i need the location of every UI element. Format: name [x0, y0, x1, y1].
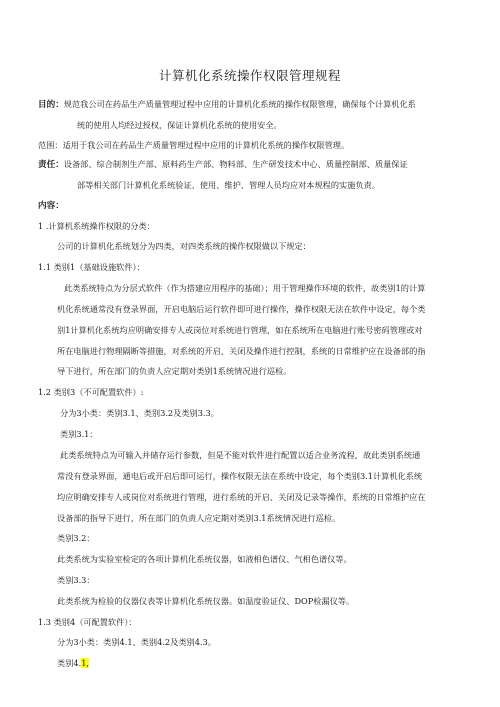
responsibility-label: 责任： — [38, 160, 64, 170]
content-line: 设备部的指导下进行，所在部门的负责人应定期对类别3.1系统情况进行巡检。 — [57, 513, 341, 523]
highlighted-text: 1, — [81, 658, 89, 668]
content-line: 所在电脑进行物理隔断等措施，对系统的开启、关闭及操作进行控制，系统的日常维护应在设备部的指 — [57, 346, 426, 356]
purpose-label: 目的： — [38, 100, 64, 110]
content-line: 别1计算机化系统均应明确安排专人或岗位对系统进行管理，如在系统所在电脑进行账号密码管理或对 — [57, 325, 423, 335]
content-line: 1.3 类别4（可配置软件）： — [38, 617, 137, 627]
content-line: 机化系统通常没有登录界面，开启电脑后运行软件即可进行操作，操作权限无法在软件中设定，每个类 — [57, 304, 426, 314]
content-line: 分为3小类：类别4.1、类别4.2及类别4.3。 — [57, 637, 216, 647]
content-line: 分为3小类：类别3.1、类别3.2及类别3.3。 — [60, 408, 219, 418]
content-line: 1.2 类别3（不可配置软件）: — [38, 387, 144, 397]
content-line: 此类系统为实验室检定的各项计算机化系统仪器，如液相色谱仪、气相色谱仪等。 — [57, 554, 352, 564]
responsibility-text-1: 设备部、综合制剂生产部、原料药生产部、物料部、生产研发技术中心、质量控制部、质量保证 — [63, 159, 408, 169]
content-label: 内容： — [38, 201, 64, 211]
purpose-line-2: 统的使用人均经过授权，保证计算机化系统的使用安全。 — [77, 120, 282, 130]
content-line: 此类系统特点为分层式软件（作为搭建应用程序的基础）；用于管理操作环境的软件，故类别1的计算 — [64, 283, 426, 293]
content-line: 类别3.3： — [57, 575, 95, 585]
last-content-line — [57, 658, 89, 669]
scope-line: 范围：适用于我公司在药品生产质量管理过程中应用的计算机化系统的操作权限管理。 — [38, 140, 350, 150]
content-line: 此类系统特点为可输入并储存运行参数，但是不能对软件进行配置以适合业务流程，故此类别系统通 — [60, 450, 421, 460]
content-line: 类别3.2： — [57, 533, 95, 543]
content-line: 导下进行，所在部门的负责人应定期对类别1系统情况进行巡检。 — [57, 366, 292, 376]
content-line: 公司的计算机化系统划分为四类，对四类系统的操作权限做以下规定： — [57, 241, 311, 251]
content-line: 均应明确安排专人或岗位对系统进行管理，进行系统的开启、关闭及记录等操作，系统的日常维护应在 — [57, 492, 426, 502]
responsibility-line-2: 部等相关部门计算机化系统验证、使用、维护、管理人员均应对本规程的实施负责。 — [77, 180, 380, 190]
purpose-line-1 — [38, 99, 416, 111]
content-line: 常没有登录界面，通电后或开启后即可运行，操作权限无法在系统中设定，每个类别3.1计算机化系统 — [57, 471, 423, 481]
content-line: 此类系统为检验的仪器仪表等计算机化系统仪器。如温度验证仪、DOP检漏仪等。 — [57, 596, 355, 606]
content-line: 1.1 类别1（基础设施软件）： — [38, 262, 145, 272]
responsibility-line-1 — [38, 159, 408, 171]
last-line-prefix: 类别4. — [57, 658, 82, 668]
purpose-text-1: 规范我公司在药品生产质量管理过程中应用的计算机化系统的操作权限管理，确保每个计算机化系 — [63, 99, 416, 109]
content-line: 1 .计算机系统操作权限的分类： — [38, 221, 155, 231]
content-line: 类别3.1： — [60, 429, 98, 439]
page-title: 计算机化系统操作权限管理规程 — [158, 68, 341, 83]
